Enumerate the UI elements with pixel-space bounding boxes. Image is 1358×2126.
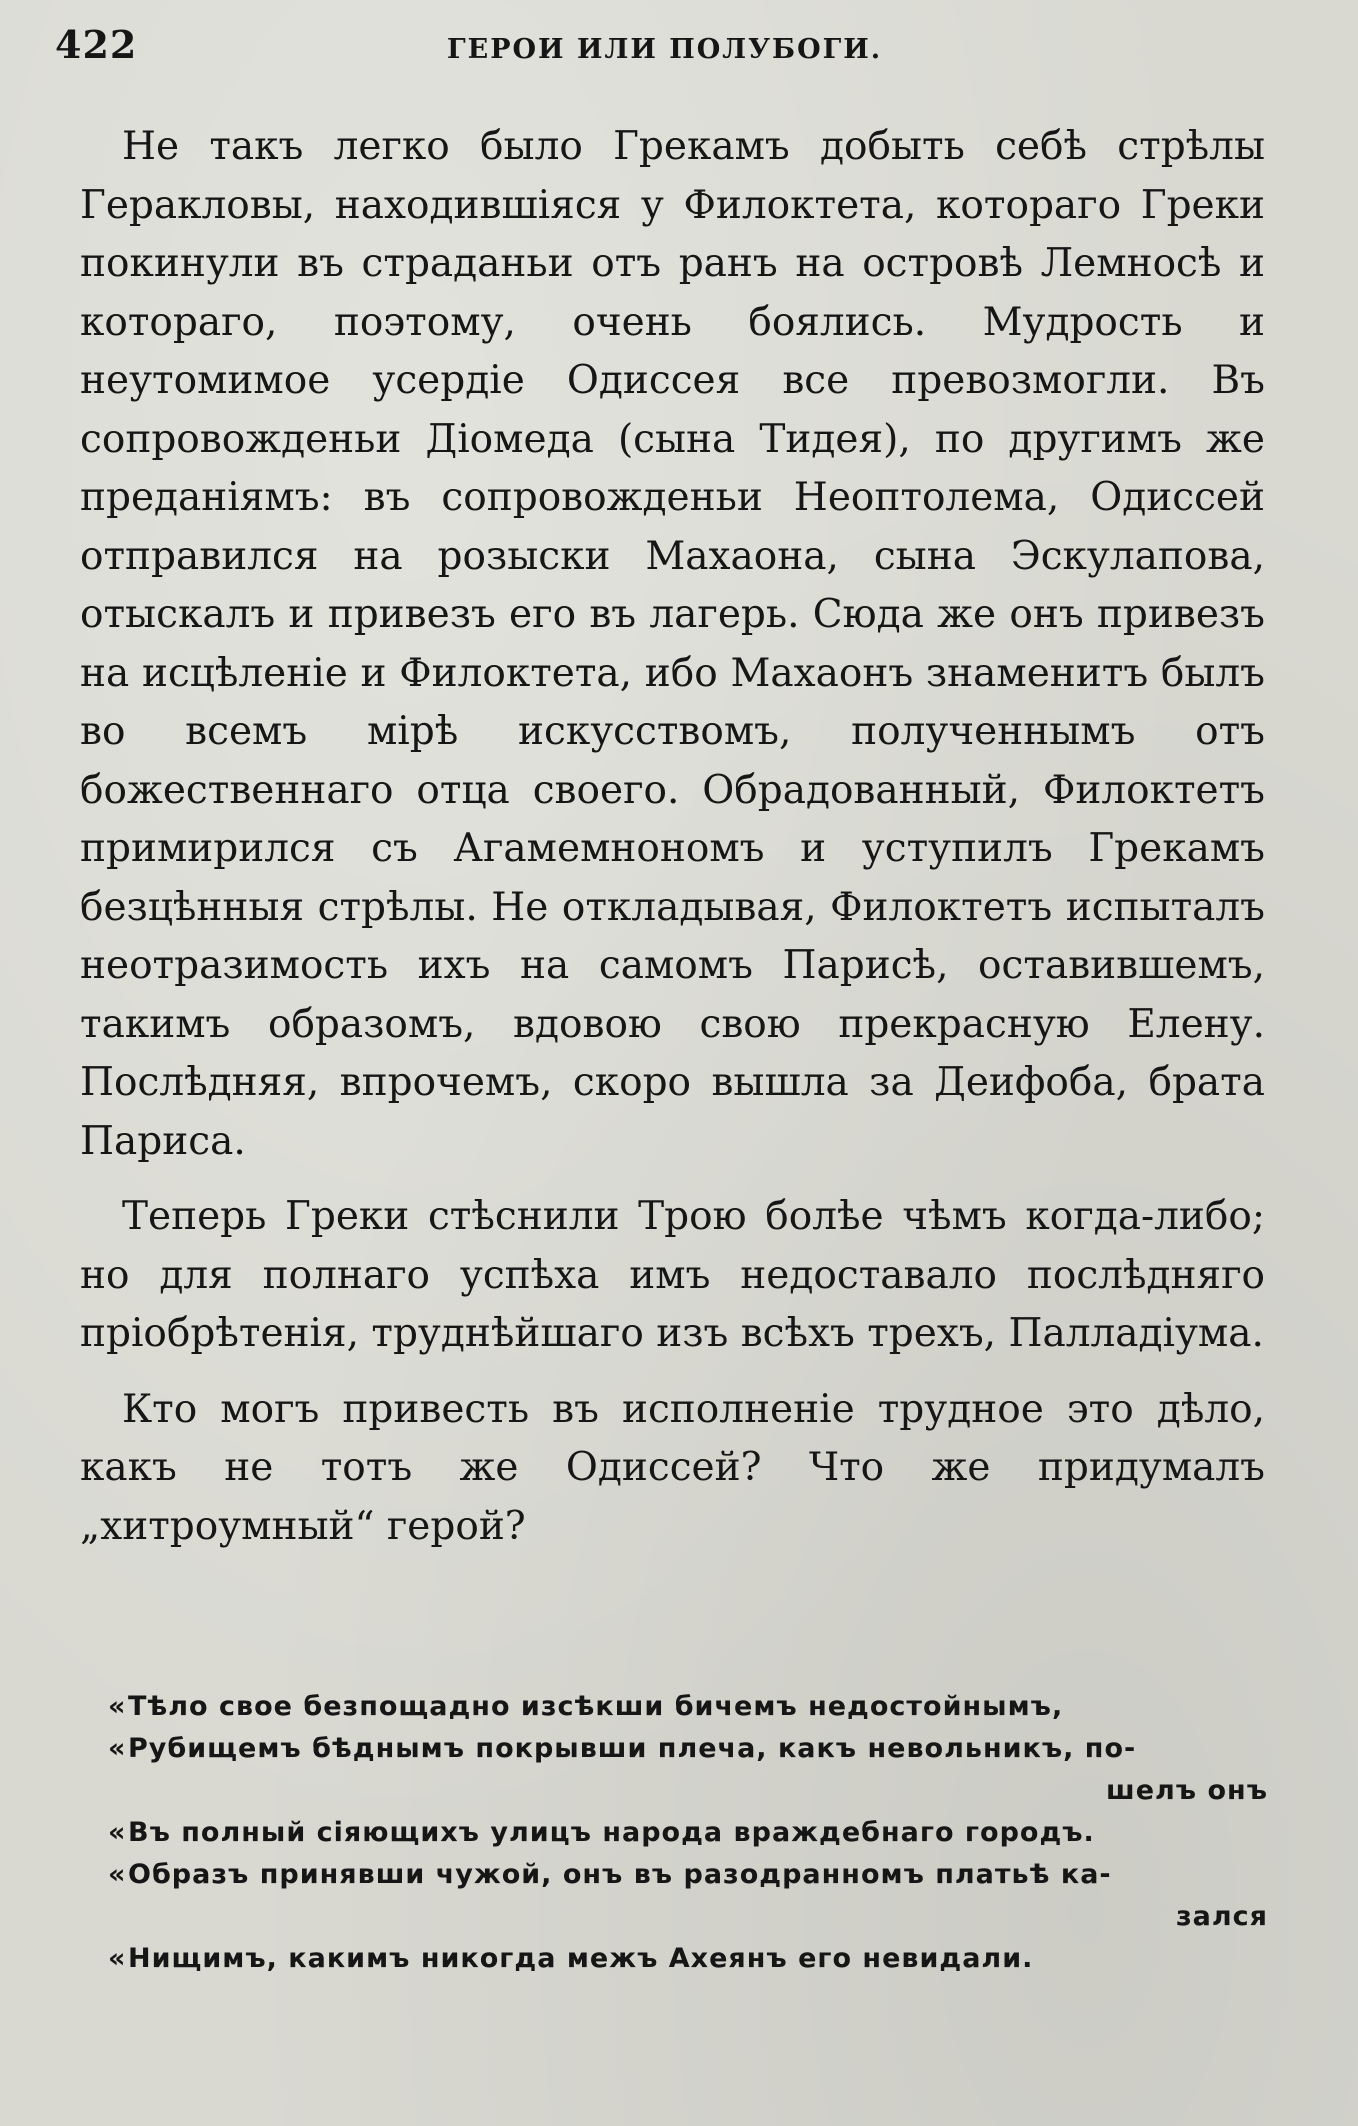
quote-mark: «	[108, 1733, 127, 1764]
verse-line-text: Нищимъ, какимъ никогда межъ Ахеянъ его невидали.	[128, 1943, 1034, 1974]
verse-line-text: Образъ принявши чужой, онъ въ разодранномъ платьѣ ка-	[128, 1859, 1112, 1890]
paragraph: Не такъ легко было Грекамъ добыть себѣ стрѣлы Геракловы, находившіяся у Филоктета, котораго Греки покинули въ страданьи отъ ранъ на островѣ Лемносѣ и котораго, поэтому, очень боялись. Мудрость и неутомимое усердіе Одиссея все превозмогли. Въ сопровожденьи Діомеда (сына Тидея), по другимъ же преданіямъ: въ сопровожденьи Неоптолема, Одиссей отправился на розыски Махаона, сына Эскулапова, отыскалъ и привезъ его въ лагерь. Сюда же онъ привезъ на исцѣленіе и Филоктета, ибо Махаонъ знаменитъ былъ во всемъ мірѣ искусствомъ, полученнымъ отъ божественнаго отца своего. Обрадованный, Филоктетъ примирился съ Агамемнономъ и уступилъ Грекамъ безцѣнныя стрѣлы. Не откладывая, Филоктетъ испыталъ неотразимость ихъ на самомъ Парисѣ, оставившемъ, такимъ образомъ, вдовою свою прекрасную Елену. Послѣдняя, впрочемъ, скоро вышла за Деифоба, брата Париса.	[80, 124, 1265, 1164]
running-title: ГЕРОИ ИЛИ ПОЛУБОГИ.	[447, 34, 883, 65]
page-number: 422	[55, 22, 138, 67]
quote-mark: «	[108, 1817, 127, 1848]
verse-line-text: Тѣло свое безпощадно изсѣкши бичемъ недостойнымъ,	[128, 1691, 1064, 1722]
verse-line	[108, 1854, 1268, 1938]
quote-mark: «	[108, 1691, 127, 1722]
verse-line-text: Рубищемъ бѣднымъ покрывши плеча, какъ невольникъ, по-	[128, 1733, 1137, 1764]
verse-line-continuation: зался	[1175, 1901, 1268, 1932]
quote-mark: «	[108, 1943, 127, 1974]
verse-quotation	[108, 1686, 1268, 1980]
verse-line	[108, 1728, 1268, 1812]
verse-line	[108, 1686, 1268, 1728]
verse-line-continuation: шелъ онъ	[1106, 1775, 1268, 1806]
paragraph: Теперь Греки стѣснили Трою болѣе чѣмъ когда-либо; но для полнаго успѣха имъ недоставало послѣдняго пріобрѣтенія, труднѣйшаго изъ всѣхъ трехъ, Палладіума.	[80, 1194, 1265, 1356]
paragraph: Кто могъ привесть въ исполненіе трудное это дѣло, какъ не тотъ же Одиссей? Что же придумалъ „хитроумный“ герой?	[80, 1386, 1265, 1549]
body-text	[80, 118, 1265, 1556]
page-header	[55, 18, 1280, 78]
verse-line	[108, 1812, 1268, 1854]
quote-mark: «	[108, 1859, 127, 1890]
verse-line-text: Въ полный сіяющихъ улицъ народа враждебнаго городъ.	[128, 1817, 1095, 1848]
verse-line	[108, 1938, 1268, 1980]
